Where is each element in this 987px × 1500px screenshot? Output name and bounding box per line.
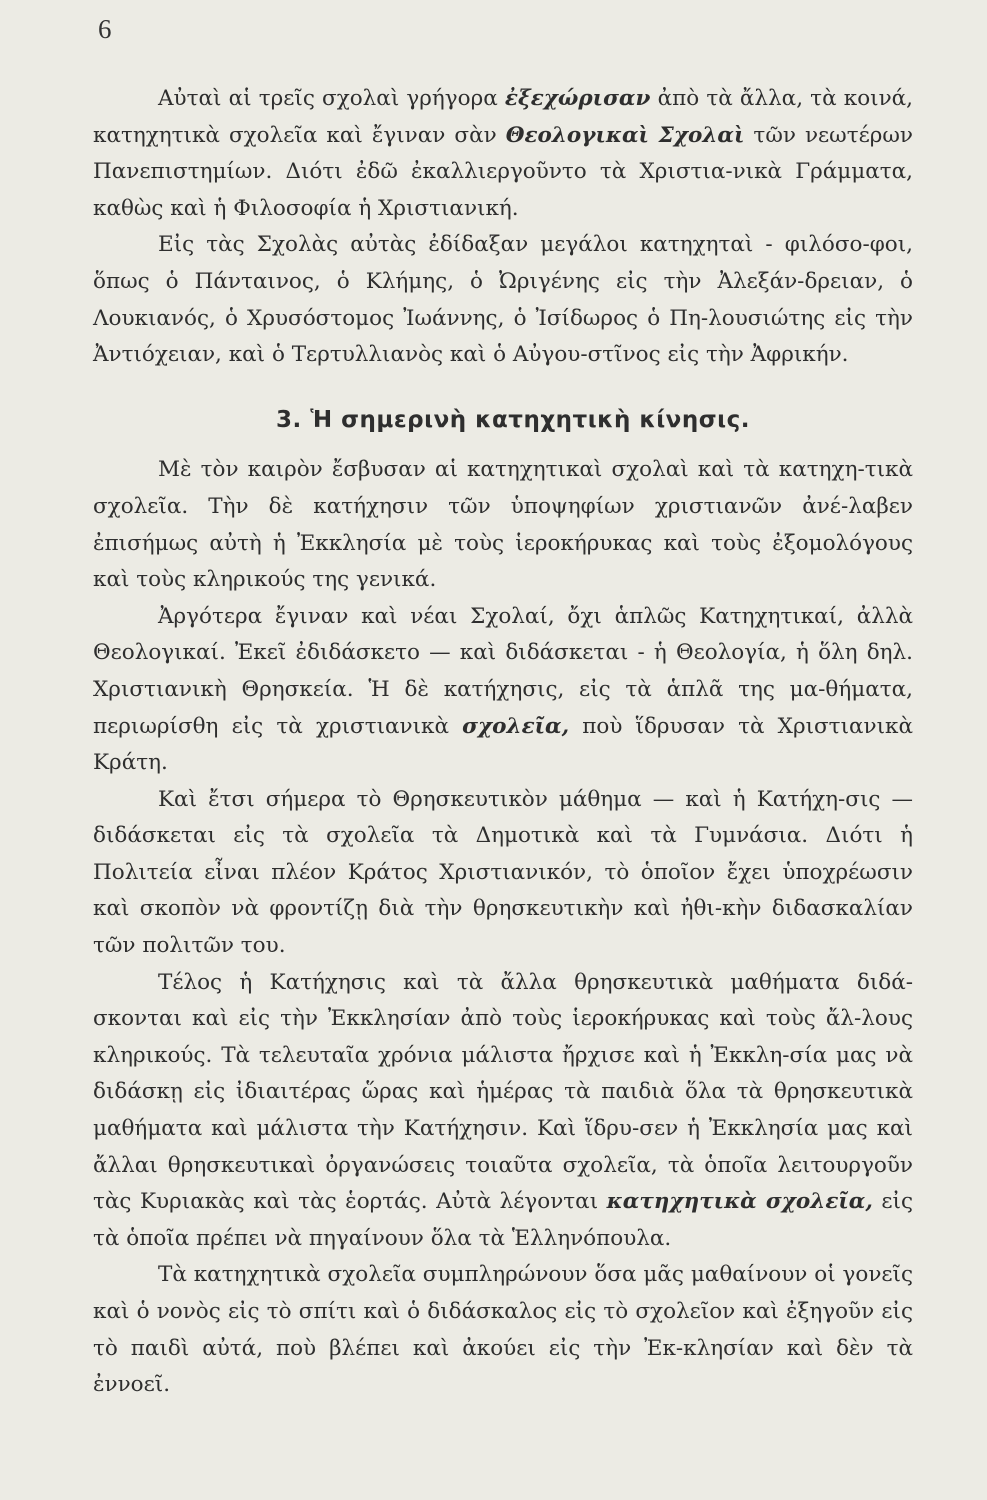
paragraph-text: ποὺ ἵδρυσαν τὰ Χριστιανικὰ Κράτη. (93, 713, 913, 776)
paragraph (93, 782, 913, 965)
paragraph-text: Καὶ ἔτσι σήμερα τὸ Θρησκευτικὸν μάθημα — καὶ ἡ Κατήχη-σις — διδάσκεται εἰς τὰ σχολεῖα τὰ Δημοτικὰ καὶ τὰ Γυμνάσια. Διότι ἡ Πολιτεία εἶναι πλέον Κράτος Χριστιανικόν, τὸ ὁποῖον ἔχει ὑποχρέωσιν καὶ σκοπὸν νὰ φροντίζῃ διὰ τὴν θρησκευτικὴν καὶ ἠθι-κὴν διδασκαλίαν τῶν πολιτῶν του. (93, 786, 913, 959)
emphasized-text: Θεολογικαὶ Σχολαὶ (505, 122, 745, 148)
paragraph-text: Τέλος ἡ Κατήχησις καὶ τὰ ἄλλα θρησκευτικὰ μαθήματα διδά-σκονται καὶ εἰς τὴν Ἐκκλησίαν ἀπὸ τοὺς ἱεροκήρυκας καὶ τοὺς ἄλ-λους κληρικούς. Τὰ τελευταῖα χρόνια μάλιστα ἤρχισε καὶ ἡ Ἐκκλη-σία μας νὰ διδάσκῃ εἰς ἰδιαιτέρας ὥρας καὶ ἡμέρας τὰ παιδιὰ ὅλα τὰ θρησκευτικὰ μαθήματα καὶ μάλιστα τὴν Κατήχησιν. Καὶ ἵδρυ-σεν ἡ Ἐκκλησία μας καὶ ἄλλαι θρησκευτικαὶ ὀργανώσεις τοιαῦτα σχολεῖα, τὰ ὁποῖα λειτουργοῦν τὰς Κυριακὰς καὶ τὰς ἑορτάς. Αὐτὰ λέγονται (93, 969, 913, 1215)
paragraph-text: εἰς τὰ ὁποῖα πρέπει νὰ πηγαίνουν ὅλα τὰ Ἑλληνόπουλα. (93, 1189, 913, 1251)
paragraph (93, 965, 913, 1258)
paragraph (93, 1257, 913, 1403)
paragraph (93, 599, 913, 782)
paragraph (93, 227, 913, 373)
body-text (93, 81, 913, 1404)
emphasized-text: κατηχητικὰ σχολεῖα, (606, 1189, 873, 1215)
page-number: 6 (98, 14, 112, 44)
paragraph (93, 452, 913, 598)
paragraphs-after-heading (93, 452, 913, 1403)
paragraph-text: ἀπὸ τὰ ἄλλα, τὰ κοινά, κατηχητικὰ σχολεῖα καὶ ἔγιναν σὰν (93, 86, 913, 148)
emphasized-text: ἐξεχώρισαν (504, 86, 651, 111)
emphasized-text: σχολεῖα, (462, 713, 570, 739)
paragraphs-before-heading (93, 81, 913, 374)
paragraph-text: Τὰ κατηχητικὰ σχολεῖα συμπληρώνουν ὅσα μᾶς μαθαίνουν οἱ γονεῖς καὶ ὁ νονὸς εἰς τὸ σπίτι καὶ ὁ διδάσκαλος εἰς τὸ σχολεῖον καὶ ἐξηγοῦν εἰς τὸ παιδὶ αὐτά, ποὺ βλέπει καὶ ἀκούει εἰς τὴν Ἐκ-κλησίαν καὶ δὲν τὰ ἐννοεῖ. (93, 1262, 913, 1398)
paragraph-text: τῶν νεωτέρων Πανεπιστημίων. Διότι ἐδῶ ἐκαλλιεργοῦντο τὰ Χριστια-νικὰ Γράμματα, καθὼς καὶ ἡ Φιλοσοφία ἡ Χριστιανική. (93, 122, 913, 221)
paragraph-text: Μὲ τὸν καιρὸν ἔσβυσαν αἱ κατηχητικαὶ σχολαὶ καὶ τὰ κατηχη-τικὰ σχολεῖα. Τὴν δὲ κατήχησιν τῶν ὑποψηφίων χριστιανῶν ἀνέ-λαβεν ἐπισήμως αὐτὴ ἡ Ἐκκλησία μὲ τοὺς ἱεροκήρυκας καὶ τοὺς ἐξομολόγους καὶ τοὺς κληρικούς της γενικά. (93, 457, 913, 593)
paragraph (93, 81, 913, 227)
paragraph-text: Εἰς τὰς Σχολὰς αὐτὰς ἐδίδαξαν μεγάλοι κατηχηταὶ - φιλόσο-φοι, ὅπως ὁ Πάνταινος, ὁ Κλήμης, ὁ Ὠριγένης εἰς τὴν Ἀλεξάν-δρειαν, ὁ Λουκιανός, ὁ Χρυσόστομος Ἰωάννης, ὁ Ἰσίδωρος ὁ Πη-λουσιώτης εἰς τὴν Ἀντιόχειαν, καὶ ὁ Τερτυλλιανὸς καὶ ὁ Αὐγου-στῖνος εἰς τὴν Ἀφρικήν. (93, 232, 913, 368)
section-heading: 3. Ἡ σημερινὴ κατηχητικὴ κίνησις. (276, 406, 750, 433)
paragraph-text: Ἀργότερα ἔγιναν καὶ νέαι Σχολαί, ὄχι ἁπλῶς Κατηχητικαί, ἀλλὰ Θεολογικαί. Ἐκεῖ ἐδιδάσκετο — καὶ διδάσκεται - ἡ Θεολογία, ἡ ὅλη δηλ. Χριστιανικὴ Θρησκεία. Ἡ δὲ κατήχησις, εἰς τὰ ἁπλᾶ της μα-θήματα, περιωρίσθη εἰς τὰ χριστιανικὰ (93, 603, 913, 739)
paragraph-text: Αὐταὶ αἱ τρεῖς σχολαὶ γρήγορα (158, 86, 505, 111)
